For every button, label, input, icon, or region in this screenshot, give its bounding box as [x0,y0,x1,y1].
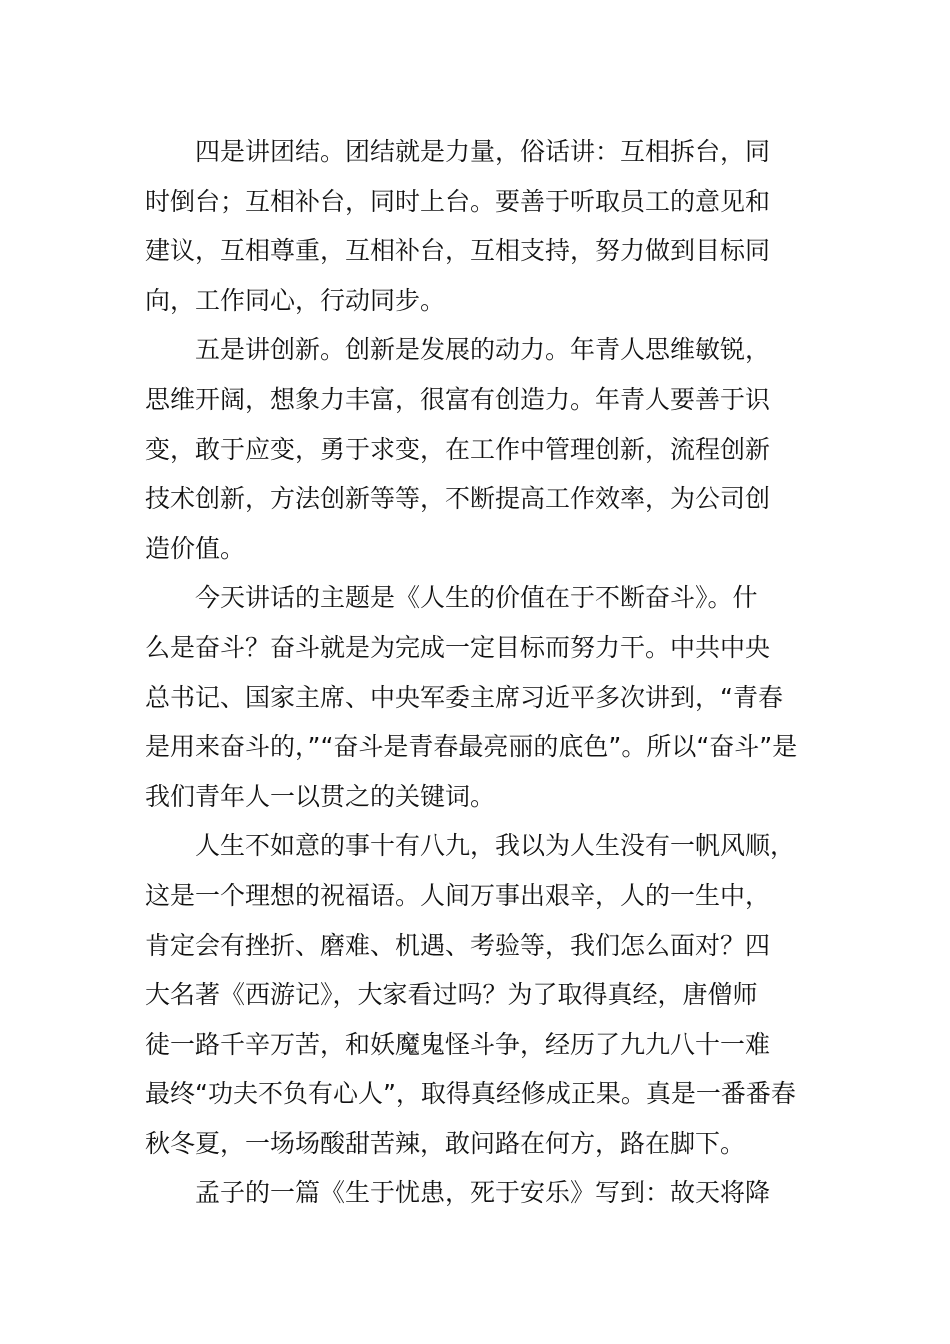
text-line: 造价值。 [145,533,246,563]
paragraph-journey [145,821,835,1168]
text-line: 思维开阔，想象力丰富，很富有创造力。年青人要善于识 [145,384,771,414]
text-line: 变，敢于应变，勇于求变，在工作中管理创新，流程创新 [145,434,771,464]
text-line: 总书记、国家主席、中央军委主席习近平多次讲到，“青春 [145,682,783,712]
document-body [145,127,835,1218]
text-line: 建议，互相尊重，互相补台，互相支持，努力做到目标同 [145,236,771,266]
text-line: 大名著《西游记》，大家看过吗？为了取得真经，唐僧师 [145,980,758,1010]
paragraph-unity [145,127,835,325]
text-line: 时倒台；互相补台，同时上台。要善于听取员工的意见和 [145,186,771,216]
paragraph-innovation [145,325,835,573]
text-line: 孟子的一篇《生于忧患，死于安乐》写到：故天将降 [195,1178,771,1208]
text-line: 么是奋斗？奋斗就是为完成一定目标而努力干。中共中央 [145,632,771,662]
paragraph-mencius [145,1168,835,1218]
text-line: 肯定会有挫折、磨难、机遇、考验等，我们怎么面对？四 [145,930,771,960]
text-line: 这是一个理想的祝福语。人间万事出艰辛，人的一生中， [145,880,771,910]
text-line: 四是讲团结。团结就是力量，俗话讲：互相拆台，同 [195,137,771,166]
text-line: 技术创新，方法创新等等，不断提高工作效率，为公司创 [145,484,771,514]
text-line: 最终“功夫不负有心人”，取得真经修成正果。真是一番番春 [145,1079,796,1109]
text-line: 今天讲话的主题是《人生的价值在于不断奋斗》。什 [195,583,758,613]
text-line: 向，工作同心，行动同步。 [145,285,446,315]
text-line: 我们青年人一以贯之的关键词。 [145,781,496,811]
text-line: 徒一路千辛万苦，和妖魔鬼怪斗争，经历了九九八十一难 [145,1029,771,1059]
paragraph-theme [145,573,835,821]
text-line: 是用来奋斗的，”“奋斗是青春最亮丽的底色”。所以“奋斗”是 [145,732,798,762]
text-line: 五是讲创新。创新是发展的动力。年青人思维敏锐， [195,335,771,365]
text-line: 人生不如意的事十有八九，我以为人生没有一帆风顺， [195,831,796,861]
text-line: 秋冬夏，一场场酸甜苦辣，敢问路在何方，路在脚下。 [145,1128,746,1158]
